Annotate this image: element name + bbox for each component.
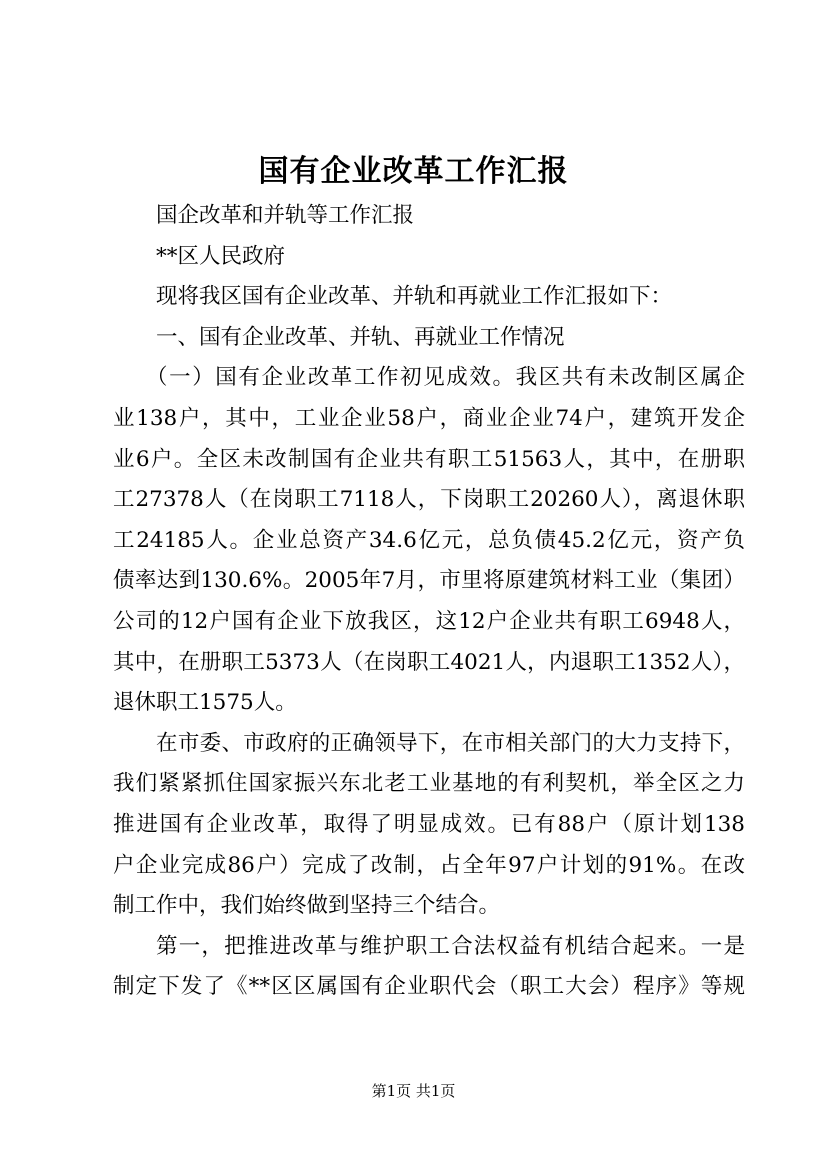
paragraph-line: 我们紧紧抓住国家振兴东北老工业基地的有利契机，举全区之力 [113,771,745,797]
paragraph-line: （一）国有企业改革工作初见成效。我区共有未改制区属企 [146,365,745,391]
paragraph-line: 公司的12户国有企业下放我区，这12户企业共有职工6948人， [113,608,745,634]
paragraph-line: 业6户。全区未改制国有企业共有职工51563人，其中，在册职 [113,446,745,472]
section-heading: 一、国有企业改革、并轨、再就业工作情况 [156,324,565,350]
paragraph-line: 退休职工1575人。 [113,690,297,716]
paragraph-line: 户企业完成86户）完成了改制，占全年97户计划的91%。在改 [113,852,745,878]
paragraph-line: 制定下发了《**区区属国有企业职代会（职工大会）程序》等规 [113,974,745,1000]
author-line: **区人民政府 [156,243,286,269]
paragraph-line: 推进国有企业改革，取得了明显成效。已有88户（原计划138 [113,811,745,837]
paragraph-line: 业138户，其中，工业企业58户，商业企业74户，建筑开发企 [113,405,745,431]
paragraph-line: 债率达到130.6%。2005年7月，市里将原建筑材料工业（集团） [113,568,745,594]
paragraph-line: 第一，把推进改革与维护职工合法权益有机结合起来。一是 [156,933,745,959]
paragraph-line: 工24185人。企业总资产34.6亿元，总负债45.2亿元，资产负 [113,527,745,553]
document-title: 国有企业改革工作汇报 [258,154,569,189]
paragraph-line: 在市委、市政府的正确领导下，在市相关部门的大力支持下， [156,730,745,756]
page-footer: 第1页 共1页 [371,1082,456,1100]
intro-line: 现将我区国有企业改革、并轨和再就业工作汇报如下： [156,284,673,310]
paragraph-line: 其中，在册职工5373人（在岗职工4021人，内退职工1352人）， [113,649,745,675]
paragraph-line: 制工作中，我们始终做到坚持三个结合。 [113,893,501,919]
paragraph-line: 工27378人（在岗职工7118人，下岗职工20260人），离退休职 [113,487,745,513]
document-body [113,196,745,1008]
subtitle-line: 国企改革和并轨等工作汇报 [156,203,415,228]
